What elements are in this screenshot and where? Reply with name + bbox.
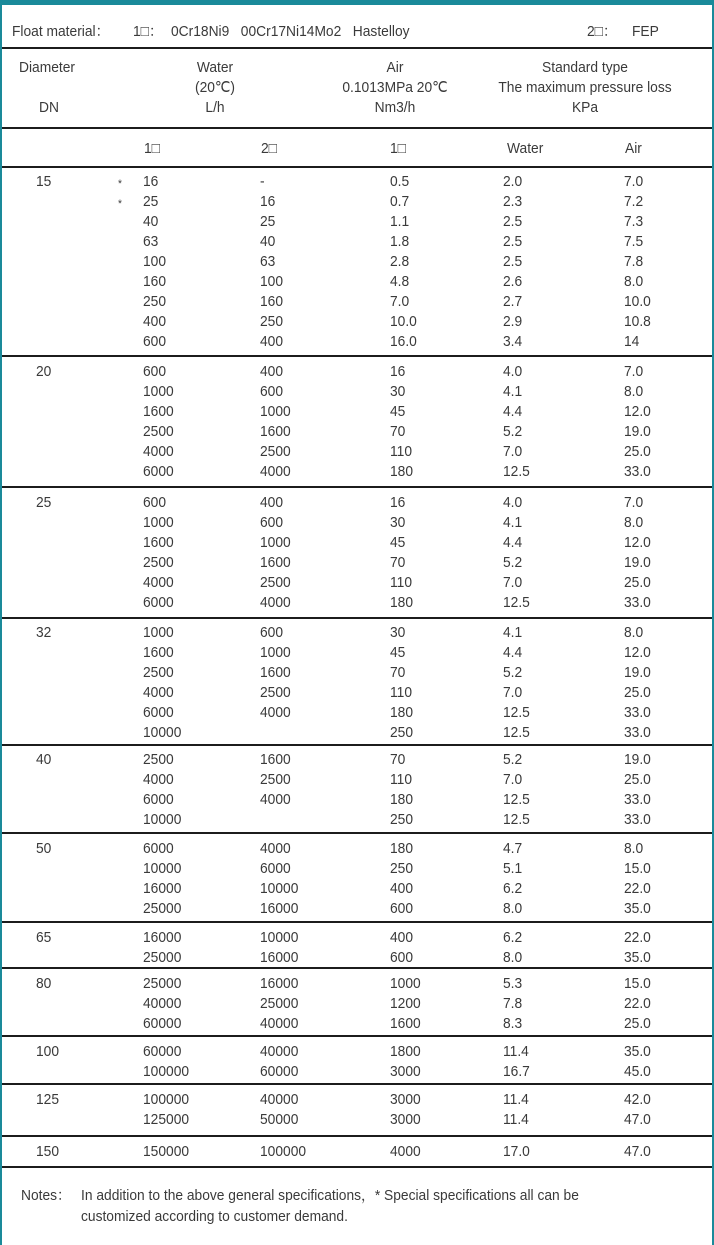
subheader-loss-water: Water — [507, 140, 544, 157]
cell-pa: 15.0 — [624, 860, 651, 877]
cell-w1: 25000 — [143, 900, 182, 917]
cell-pw: 12.5 — [503, 704, 530, 721]
cell-pa: 25.0 — [624, 443, 651, 460]
cell-w2: 1000 — [260, 534, 291, 551]
cell-pw: 4.0 — [503, 363, 523, 380]
cell-w2: 1000 — [260, 403, 291, 420]
cell-pw: 8.0 — [503, 949, 523, 966]
material-1-label: 1□： — [133, 23, 163, 40]
cell-w2: 10000 — [260, 880, 299, 897]
cell-pa: 25.0 — [624, 1015, 651, 1032]
divider — [2, 127, 712, 129]
material-2-value: FEP — [632, 23, 659, 40]
header-water-temp: (20℃) — [194, 79, 236, 96]
cell-w1: 100000 — [143, 1063, 190, 1080]
cell-pw: 5.2 — [503, 423, 523, 440]
cell-a1: 2.8 — [390, 253, 410, 270]
cell-pa: 35.0 — [624, 1043, 651, 1060]
cell-pw: 12.5 — [503, 594, 530, 611]
cell-pw: 11.4 — [503, 1111, 529, 1128]
cell-w1: 100000 — [143, 1091, 190, 1108]
cell-pa: 19.0 — [624, 423, 651, 440]
cell-pa: 19.0 — [624, 751, 651, 768]
cell-pa: 7.8 — [624, 253, 644, 270]
cell-w2: 100000 — [260, 1143, 307, 1160]
cell-a1: 110 — [390, 684, 413, 701]
cell-a1: 3000 — [390, 1091, 421, 1108]
cell-w1: 1000 — [143, 624, 174, 641]
cell-pa: 7.0 — [624, 363, 644, 380]
cell-a1: 180 — [390, 791, 414, 808]
header-pressure-loss: The maximum pressure loss — [498, 79, 672, 96]
cell-a1: 1600 — [390, 1015, 421, 1032]
float-material-label: Float material： — [12, 23, 110, 40]
notes-line-2: customized according to customer demand. — [81, 1208, 348, 1225]
cell-w2: 400 — [260, 494, 284, 511]
cell-pw: 5.2 — [503, 554, 523, 571]
cell-w2: 4000 — [260, 791, 291, 808]
group-divider — [2, 967, 712, 969]
cell-w1: 4000 — [143, 574, 174, 591]
cell-pa: 47.0 — [624, 1143, 651, 1160]
cell-a1: 1.8 — [390, 233, 410, 250]
cell-pw: 2.0 — [503, 173, 523, 190]
cell-pa: 33.0 — [624, 704, 651, 721]
cell-a1: 3000 — [390, 1063, 421, 1080]
cell-w1: 125000 — [143, 1111, 190, 1128]
cell-a1: 10.0 — [390, 313, 417, 330]
cell-w2: 50000 — [260, 1111, 299, 1128]
cell-a1: 250 — [390, 724, 414, 741]
subheader-air-1: 1□ — [390, 140, 407, 157]
cell-w2: 16 — [260, 193, 276, 210]
cell-w1: 1000 — [143, 383, 174, 400]
cell-w2: 4000 — [260, 463, 291, 480]
cell-pa: 14 — [624, 333, 640, 350]
cell-w1: 4000 — [143, 684, 174, 701]
dn-value: 15 — [36, 173, 52, 190]
cell-w1: 250 — [143, 293, 167, 310]
cell-pa: 25.0 — [624, 684, 651, 701]
cell-pa: 12.0 — [624, 534, 651, 551]
header-water-unit: L/h — [205, 99, 225, 116]
header-diameter: Diameter — [19, 59, 75, 76]
dn-value: 32 — [36, 624, 52, 641]
group-divider — [2, 1166, 712, 1168]
cell-pa: 33.0 — [624, 811, 651, 828]
cell-a1: 30 — [390, 514, 406, 531]
cell-w1: 25000 — [143, 975, 182, 992]
cell-pw: 7.0 — [503, 684, 523, 701]
divider — [2, 166, 712, 168]
special-spec-marker: * — [118, 178, 122, 190]
cell-w1: 25000 — [143, 949, 182, 966]
cell-pw: 16.7 — [503, 1063, 530, 1080]
cell-a1: 4.8 — [390, 273, 410, 290]
cell-pw: 5.2 — [503, 664, 523, 681]
cell-w1: 2500 — [143, 423, 174, 440]
cell-w2: 2500 — [260, 684, 291, 701]
cell-pw: 4.1 — [503, 624, 523, 641]
cell-a1: 180 — [390, 463, 414, 480]
cell-w1: 16000 — [143, 880, 182, 897]
cell-pa: 7.0 — [624, 494, 644, 511]
cell-w2: 60000 — [260, 1063, 299, 1080]
cell-pa: 10.8 — [624, 313, 651, 330]
cell-pw: 11.4 — [503, 1091, 529, 1108]
cell-w1: 16000 — [143, 929, 182, 946]
cell-w1: 60000 — [143, 1043, 182, 1060]
cell-w1: 60000 — [143, 1015, 182, 1032]
cell-pw: 2.5 — [503, 233, 523, 250]
cell-w2: 600 — [260, 624, 284, 641]
cell-pa: 33.0 — [624, 791, 651, 808]
material-2-label: 2□： — [587, 23, 617, 40]
cell-w1: 6000 — [143, 840, 174, 857]
cell-a1: 16 — [390, 363, 406, 380]
group-divider — [2, 832, 712, 834]
cell-pw: 2.5 — [503, 213, 523, 230]
dn-value: 150 — [36, 1143, 60, 1160]
cell-pa: 35.0 — [624, 949, 651, 966]
cell-pw: 7.0 — [503, 443, 523, 460]
cell-w1: 150000 — [143, 1143, 190, 1160]
header-pressure-unit: KPa — [571, 99, 599, 116]
cell-w1: 160 — [143, 273, 167, 290]
header-standard-type: Standard type — [542, 59, 628, 76]
cell-pw: 2.5 — [503, 253, 523, 270]
cell-pa: 8.0 — [624, 624, 644, 641]
cell-pa: 10.0 — [624, 293, 651, 310]
cell-a1: 1.1 — [390, 213, 410, 230]
cell-pw: 6.2 — [503, 880, 523, 897]
cell-w2: 1600 — [260, 751, 291, 768]
cell-pa: 42.0 — [624, 1091, 651, 1108]
cell-pa: 8.0 — [624, 840, 644, 857]
cell-pa: 7.0 — [624, 173, 644, 190]
cell-pw: 4.0 — [503, 494, 523, 511]
divider — [2, 47, 712, 49]
cell-pw: 12.5 — [503, 724, 530, 741]
cell-w2: 160 — [260, 293, 284, 310]
cell-pa: 25.0 — [624, 574, 651, 591]
cell-pw: 2.7 — [503, 293, 523, 310]
cell-pw: 7.8 — [503, 995, 523, 1012]
cell-w1: 600 — [143, 333, 167, 350]
dn-value: 65 — [36, 929, 52, 946]
cell-w2: 1600 — [260, 664, 291, 681]
cell-pw: 12.5 — [503, 463, 530, 480]
cell-pw: 8.3 — [503, 1015, 523, 1032]
cell-pa: 15.0 — [624, 975, 651, 992]
cell-w1: 6000 — [143, 594, 174, 611]
cell-w1: 1600 — [143, 403, 174, 420]
cell-w1: 100 — [143, 253, 167, 270]
cell-pa: 7.2 — [624, 193, 644, 210]
cell-a1: 250 — [390, 860, 414, 877]
cell-a1: 110 — [390, 574, 413, 591]
cell-w1: 400 — [143, 313, 167, 330]
cell-w2: 2500 — [260, 574, 291, 591]
dn-value: 100 — [36, 1043, 60, 1060]
cell-w2: 600 — [260, 383, 284, 400]
cell-pa: 8.0 — [624, 383, 644, 400]
cell-a1: 1000 — [390, 975, 421, 992]
cell-a1: 70 — [390, 664, 406, 681]
header-air-unit: Nm3/h — [374, 99, 416, 116]
cell-w2: 16000 — [260, 900, 299, 917]
cell-w2: 4000 — [260, 704, 291, 721]
cell-w1: 10000 — [143, 811, 182, 828]
header-water: Water — [196, 59, 234, 76]
group-divider — [2, 355, 712, 357]
subheader-water-1: 1□ — [144, 140, 161, 157]
cell-w2: 4000 — [260, 594, 291, 611]
cell-a1: 180 — [390, 594, 414, 611]
notes-label: Notes： — [21, 1187, 71, 1204]
cell-pa: 22.0 — [624, 880, 651, 897]
cell-a1: 16 — [390, 494, 406, 511]
cell-w2: 1000 — [260, 644, 291, 661]
cell-pw: 11.4 — [503, 1043, 529, 1060]
dn-value: 25 — [36, 494, 52, 511]
cell-w1: 2500 — [143, 751, 174, 768]
cell-pw: 7.0 — [503, 574, 523, 591]
cell-pw: 2.9 — [503, 313, 523, 330]
cell-a1: 45 — [390, 644, 406, 661]
cell-w1: 2500 — [143, 554, 174, 571]
cell-a1: 30 — [390, 624, 406, 641]
cell-w2: 2500 — [260, 443, 291, 460]
cell-pw: 2.3 — [503, 193, 523, 210]
cell-w2: 400 — [260, 363, 284, 380]
dn-value: 50 — [36, 840, 52, 857]
cell-w1: 6000 — [143, 704, 174, 721]
cell-pa: 22.0 — [624, 929, 651, 946]
cell-a1: 16.0 — [390, 333, 417, 350]
cell-a1: 110 — [390, 443, 413, 460]
subheader-loss-air: Air — [625, 140, 642, 157]
cell-w2: 100 — [260, 273, 284, 290]
cell-w2: 1600 — [260, 554, 291, 571]
cell-a1: 4000 — [390, 1143, 421, 1160]
group-divider — [2, 744, 712, 746]
cell-w1: 1000 — [143, 514, 174, 531]
cell-pw: 12.5 — [503, 811, 530, 828]
subheader-water-2: 2□ — [261, 140, 278, 157]
cell-pw: 5.2 — [503, 751, 523, 768]
cell-w2: 16000 — [260, 949, 299, 966]
cell-a1: 0.7 — [390, 193, 410, 210]
cell-a1: 180 — [390, 704, 414, 721]
cell-pa: 35.0 — [624, 900, 651, 917]
cell-pa: 25.0 — [624, 771, 651, 788]
cell-w1: 600 — [143, 494, 167, 511]
cell-pw: 4.4 — [503, 534, 523, 551]
cell-pw: 5.3 — [503, 975, 523, 992]
header-air: Air — [386, 59, 404, 76]
group-divider — [2, 1083, 712, 1085]
cell-w1: 2500 — [143, 664, 174, 681]
cell-pw: 6.2 — [503, 929, 523, 946]
cell-pa: 45.0 — [624, 1063, 651, 1080]
group-divider — [2, 921, 712, 923]
cell-a1: 1800 — [390, 1043, 421, 1060]
cell-pa: 19.0 — [624, 664, 651, 681]
cell-pa: 7.3 — [624, 213, 644, 230]
cell-w2: 400 — [260, 333, 284, 350]
cell-w1: 16 — [143, 173, 159, 190]
notes-line-1: In addition to the above general specifications，* Special specifications all can be — [81, 1187, 579, 1204]
cell-a1: 400 — [390, 929, 414, 946]
cell-a1: 0.5 — [390, 173, 410, 190]
cell-a1: 1200 — [390, 995, 421, 1012]
cell-pa: 33.0 — [624, 594, 651, 611]
material-1-values: 0Cr18Ni9 00Cr17Ni14Mo2 Hastelloy — [171, 23, 410, 40]
cell-a1: 180 — [390, 840, 414, 857]
group-divider — [2, 1035, 712, 1037]
cell-a1: 70 — [390, 751, 406, 768]
dn-value: 125 — [36, 1091, 60, 1108]
dn-value: 40 — [36, 751, 52, 768]
cell-a1: 400 — [390, 880, 414, 897]
cell-w1: 1600 — [143, 534, 174, 551]
cell-w1: 6000 — [143, 791, 174, 808]
cell-w2: 40000 — [260, 1043, 299, 1060]
cell-w1: 40000 — [143, 995, 182, 1012]
cell-w2: 25 — [260, 213, 276, 230]
cell-w2: 1600 — [260, 423, 291, 440]
cell-w1: 6000 — [143, 463, 174, 480]
cell-pa: 12.0 — [624, 644, 651, 661]
cell-pw: 7.0 — [503, 771, 523, 788]
cell-w1: 10000 — [143, 724, 182, 741]
cell-a1: 30 — [390, 383, 406, 400]
cell-pa: 12.0 — [624, 403, 651, 420]
cell-w2: 2500 — [260, 771, 291, 788]
group-divider — [2, 486, 712, 488]
cell-w2: 40000 — [260, 1091, 299, 1108]
cell-w1: 25 — [143, 193, 159, 210]
cell-w2: 40000 — [260, 1015, 299, 1032]
cell-w1: 1600 — [143, 644, 174, 661]
cell-pw: 4.1 — [503, 514, 523, 531]
cell-pw: 4.4 — [503, 403, 523, 420]
header-dn: DN — [39, 99, 59, 116]
cell-a1: 70 — [390, 423, 406, 440]
cell-w1: 63 — [143, 233, 159, 250]
cell-a1: 70 — [390, 554, 406, 571]
dn-value: 80 — [36, 975, 52, 992]
cell-w1: 40 — [143, 213, 159, 230]
cell-pw: 8.0 — [503, 900, 523, 917]
cell-w1: 10000 — [143, 860, 182, 877]
cell-pw: 4.1 — [503, 383, 523, 400]
cell-pa: 19.0 — [624, 554, 651, 571]
cell-pw: 12.5 — [503, 791, 530, 808]
cell-w1: 4000 — [143, 443, 174, 460]
cell-pa: 8.0 — [624, 514, 644, 531]
cell-pw: 3.4 — [503, 333, 523, 350]
cell-pa: 33.0 — [624, 463, 651, 480]
cell-pw: 5.1 — [503, 860, 523, 877]
cell-w2: 63 — [260, 253, 276, 270]
cell-pa: 22.0 — [624, 995, 651, 1012]
cell-a1: 250 — [390, 811, 414, 828]
cell-w2: 25000 — [260, 995, 299, 1012]
dn-value: 20 — [36, 363, 52, 380]
cell-w2: 16000 — [260, 975, 299, 992]
cell-w2: 600 — [260, 514, 284, 531]
cell-a1: 45 — [390, 403, 406, 420]
cell-pw: 2.6 — [503, 273, 523, 290]
cell-a1: 600 — [390, 949, 414, 966]
cell-pa: 7.5 — [624, 233, 644, 250]
cell-a1: 3000 — [390, 1111, 421, 1128]
group-divider — [2, 1135, 712, 1137]
cell-w2: 4000 — [260, 840, 291, 857]
cell-a1: 110 — [390, 771, 413, 788]
cell-w2: 40 — [260, 233, 276, 250]
header-air-condition: 0.1013MPa 20℃ — [342, 79, 448, 96]
cell-a1: 7.0 — [390, 293, 410, 310]
cell-pw: 4.4 — [503, 644, 523, 661]
group-divider — [2, 617, 712, 619]
cell-pa: 33.0 — [624, 724, 651, 741]
cell-pa: 47.0 — [624, 1111, 651, 1128]
cell-pw: 4.7 — [503, 840, 523, 857]
cell-w1: 4000 — [143, 771, 174, 788]
cell-a1: 600 — [390, 900, 414, 917]
special-spec-marker: * — [118, 198, 122, 210]
cell-pa: 8.0 — [624, 273, 644, 290]
cell-a1: 45 — [390, 534, 406, 551]
cell-w1: 600 — [143, 363, 167, 380]
cell-pw: 17.0 — [503, 1143, 530, 1160]
cell-w2: - — [260, 173, 265, 190]
cell-w2: 250 — [260, 313, 284, 330]
cell-w2: 10000 — [260, 929, 299, 946]
cell-w2: 6000 — [260, 860, 291, 877]
